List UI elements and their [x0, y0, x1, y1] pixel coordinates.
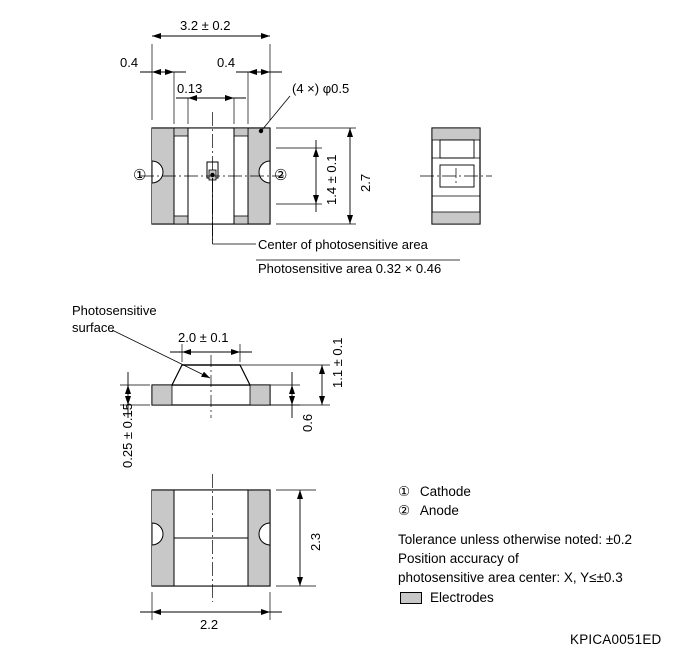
electrodes-label: Electrodes: [430, 590, 494, 605]
legend-marker-cathode: ①: [398, 484, 411, 499]
figure-code: KPICA0051ED: [570, 632, 662, 647]
dim-side-body-height: 0.6: [300, 413, 315, 432]
dim-top-inner: 0.13: [177, 81, 203, 96]
dim-top-total-height: 2.7: [358, 173, 373, 192]
legend-label-cathode: Cathode: [419, 484, 471, 499]
dim-top-left-notch: 0.4: [120, 55, 139, 70]
dim-top-holes: (4 ×) φ0.5: [292, 81, 350, 96]
dim-top-right-notch: 0.4: [217, 55, 236, 70]
pin1-marker: ①: [133, 167, 147, 184]
legend-label-anode: Anode: [419, 503, 459, 518]
note-position-accuracy-line1: Position accuracy of: [398, 551, 519, 566]
note-photosensitive-area-size: Photosensitive area 0.32 × 0.46: [258, 261, 442, 276]
note-center-of-photosensitive-area: Center of photosensitive area: [258, 237, 428, 252]
legend-item-cathode: [398, 483, 471, 501]
dim-side-total-height: 1.1 ± 0.1: [330, 337, 345, 388]
dim-bottom-height: 2.3: [308, 532, 323, 551]
dim-side-standoff: 0.25 ± 0.15: [120, 403, 135, 468]
dim-side-top-width: 2.0 ± 0.1: [178, 330, 229, 345]
legend-item-anode: [398, 502, 459, 520]
note-position-accuracy-line2: photosensitive area center: X, Y≤±0.3: [398, 570, 623, 585]
dim-top-active-height: 1.4 ± 0.1: [324, 154, 339, 205]
dim-bottom-width: 2.2: [200, 617, 219, 632]
pin2-marker: ②: [274, 167, 288, 184]
electrodes-swatch: [400, 592, 422, 604]
label-photosensitive-surface-line2: surface: [72, 320, 115, 335]
label-photosensitive-surface-line1: Photosensitive: [72, 303, 157, 318]
dim-top-total-width: 3.2 ± 0.2: [180, 18, 231, 33]
legend-marker-anode: ②: [398, 503, 411, 518]
note-tolerance: Tolerance unless otherwise noted: ±0.2: [398, 532, 633, 547]
